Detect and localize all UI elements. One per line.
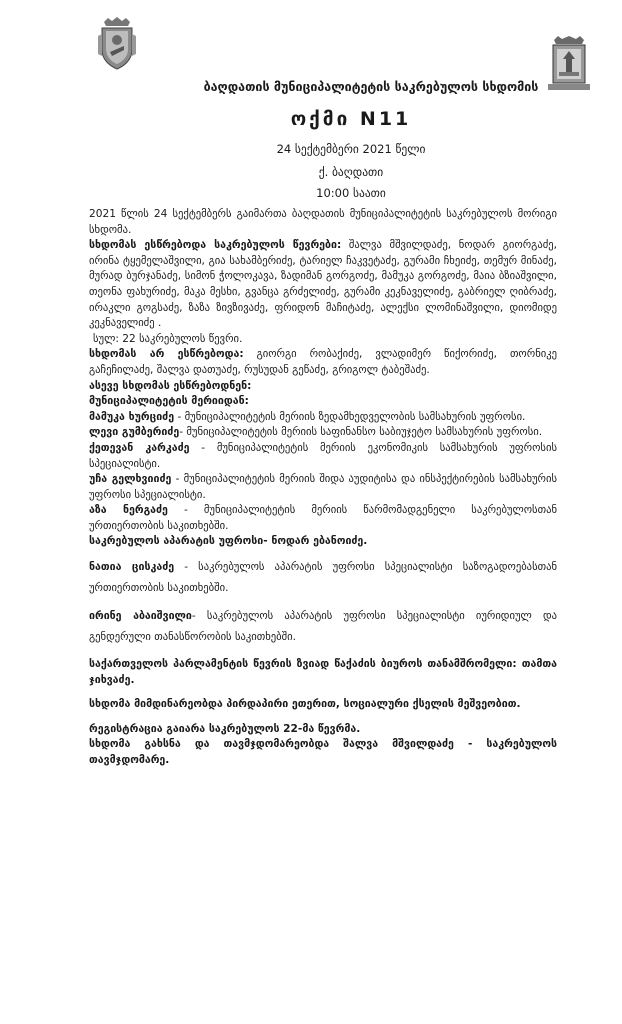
session-opening-note: სხდომა გახსნა და თავმჯდომარეობდა შალვა მშვილდაძე - საკრებულოს თავმჯდომარე.: [89, 738, 557, 767]
session-date: 24 სექტემბერი 2021 წელი: [276, 142, 426, 156]
attendee-name: ლევი გუმბერიძე: [89, 426, 180, 439]
registration-note: რეგისტრაცია გაიარა საკრებულოს 22-მა წევრმა.: [89, 722, 361, 735]
council-session-heading: ბაღდათის მუნიციპალიტეტის საკრებულოს სხდომის: [203, 79, 539, 94]
intro-paragraph: 2021 წლის 24 სექტემბერს გაიმართა ბაღდათის მუნიციპალიტეტის საკრებულოს მორიგი სხდომა.: [89, 208, 557, 236]
attendee-role: - საკრებულოს აპარატის უფროსი სპეციალისტი საზოგადოებასთან ურთიერთობის საკითხებში.: [89, 561, 557, 595]
attendee-item: [89, 606, 557, 648]
attendee-item: [89, 410, 557, 426]
attendee-name: ქეთევან კარკაძე: [89, 441, 190, 454]
mayor-office-label: მუნიციპალიტეტის მერიიდან:: [89, 395, 249, 408]
apparatus-head: საკრებულოს აპარატის უფროსი- ნოდარ ებანოიძე.: [89, 535, 368, 548]
session-place: ქ. ბაღდათი: [318, 165, 384, 179]
attendee-item: [89, 441, 557, 472]
members-total: სულ: 22 საკრებულოს წევრი.: [93, 332, 243, 345]
session-time: 10:00 საათი: [316, 186, 386, 200]
attendee-role: - მუნიციპალიტეტის მერიის საფინანსო საბიუჯეტო სამსახურის უფროსი.: [179, 426, 543, 439]
attendee-item: [89, 557, 557, 599]
attendee-name: აზა ნერგაძე: [89, 504, 168, 517]
attendee-role: - მუნიციპალიტეტის მერიის შიდა აუდიტისა და ინსპექტირების სამსახურის უფროსი სპეციალისტი.: [89, 473, 557, 501]
present-members-label: სხდომას ესწრებოდა საკრებულოს წევრები:: [89, 239, 342, 252]
attendee-name: მამუკა ხურციძე: [89, 410, 175, 423]
absent-members-list: გიორგი რობაქიძე, ვლადიმერ წიქორიძე, თორნიკე გაჩეჩილაძე, შალვა დათუაძე, რუსუდან გეწაძე, გრიგოლ ტაბეშაძე.: [89, 348, 557, 376]
present-members-paragraph: [89, 238, 557, 332]
attendee-role: - მუნიციპალიტეტის მერიის ეკონომიკის სამსახურის უფროსის სპეციალისტი.: [89, 441, 557, 470]
protocol-body: [89, 207, 557, 769]
present-members-list: შალვა მშვილდაძე, ნოდარ გიორგაძე, ირინა ტყემელაშვილი, გია სახამბერიძე, ტარიელ ჩაკვეტაძე, გურამი ჩხეიძე, თემურ მინაძე, მურად ბურჯანაძე, სიმონ ჭოლოკავა, ზადიმან გორგოძე, მამუკა გორგოძე, მაია ბზიაშვილი, თეონა ფახურიძე, მაკა მესხი, გვანცა გრძელიძე, გურამი კეკნაველიძე, გაბრიელ ღიბრაძე, ირაკლი გოგსაძე, ზაზა ზივზივაძე, ფრიდონ მაჩიტაძე, ალექსი ლომინაშვილი, დიომიდე კეკნაველიძე .: [89, 239, 557, 330]
also-present-label: ასევე სხდომას ესწრებოდნენ:: [89, 379, 252, 392]
broadcast-note: სხდომა მიმდინარეობდა პირდაპირი ეთერით, სოციალური ქსელის მეშვეობით.: [89, 698, 521, 711]
attendee-name: ნათია ცისკაძე: [89, 561, 175, 574]
attendee-role: - საკრებულოს აპარატის უფროსი სპეციალისტი იურიდიულ და გენდერული თანასწორობის საკითხებში.: [89, 610, 557, 644]
attendee-item: [89, 472, 557, 503]
protocol-title: ოქმი N11: [290, 108, 412, 130]
attendee-role: - მუნიციპალიტეტის მერიის ზედამხედველობის სამსახურის უფროსი.: [174, 410, 526, 423]
attendee-name: უჩა გელხვიიძე: [89, 473, 172, 486]
parliament-representative: საქართველოს პარლამენტის წევრის ზვიად წაქაძის ბიუროს თანამშრომელი: თამთა ჯიხვაძე.: [89, 658, 557, 686]
absent-members-label: სხდომას არ ესწრებოდა:: [89, 348, 244, 361]
absent-members-paragraph: [89, 347, 557, 378]
attendee-item: [89, 425, 557, 441]
attendee-role: - მუნიციპალიტეტის მერიის წარმომადგენელი საკრებულოსთან ურთიერთობის საკითხებში.: [89, 504, 557, 532]
attendee-item: [89, 503, 557, 534]
attendee-name: ირინე აბაიშვილი: [89, 610, 192, 623]
georgia-coat-of-arms-icon: [96, 16, 138, 70]
